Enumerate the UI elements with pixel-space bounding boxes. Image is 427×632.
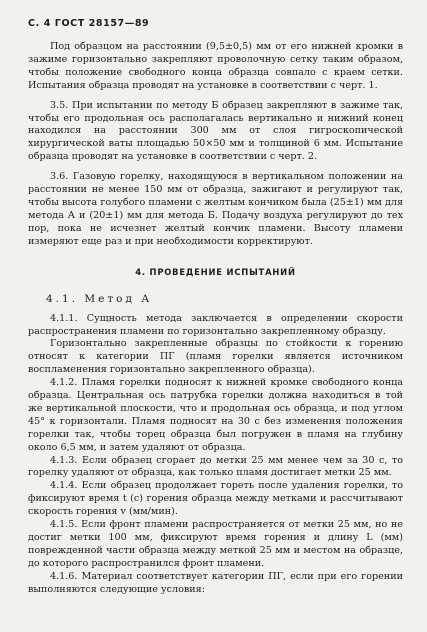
paragraph: Под образцом на расстоянии (9,5±0,5) мм от его нижней кромки в зажиме горизонтально закрепляют проволочную сетку таким образом, чтобы положение свободного конца образца совпало с краем сетки. Испытания образца проводят на установке в соответствии с черт. 1.	[28, 41, 403, 91]
paragraph: 4.1.4. Если образец продолжает гореть после удаления горелки, то фиксируют время t (с) горения образца между метками и рассчитывают скорость горения v (мм/мин).	[28, 480, 403, 518]
paragraph: 4.1.1. Сущность метода заключается в определении скорости распространения пламени по горизонтально закрепленному образцу.	[28, 312, 403, 337]
section-title: 4. ПРОВЕДЕНИЕ ИСПЫТАНИЙ	[135, 266, 296, 277]
paragraph: 4.1.6. Материал соответствует категории ПГ, если при его горении выполняются следующие условия:	[28, 570, 403, 595]
paragraph: Горизонтально закрепленные образцы по стойкости к горению относят к категории ПГ (пламя горелки является источником воспламенения горизонтально закрепленного образца).	[28, 338, 403, 376]
paragraph: 3.6. Газовую горелку, находящуюся в вертикальном положении на расстоянии не менее 150 мм от образца, зажигают и регулируют так, чтобы высота голубого пламени с желтым кончиком была (25±1) мм для метода А и (20±1) мм для метода Б. Подачу воздуха регулируют до тех пор, пока не исчезнет желтый кончик пламени. Высоту пламени измеряют еще раз и при необходимости корректируют.	[28, 171, 403, 247]
paragraph: 4.1.2. Пламя горелки подносят к нижней кромке свободного конца образца. Центральная ось патрубка горелки должна находиться в той же вертикальной плоскости, что и продольная ось образца, и под углом 45° к горизонтали. Пламя подносят на 30 с без изменения положения горелки так, чтобы торец образца был погружен в пламя на глубину около 6,5 мм, и затем удаляют от образца.	[28, 377, 403, 453]
paragraph: 4.1.3. Если образец сгорает до метки 25 мм менее чем за 30 с, то горелку удаляют от образца, как только пламя достигает метки 25 мм.	[28, 454, 403, 479]
page-header: С. 4 ГОСТ 28157—89	[28, 18, 150, 29]
method-heading: 4.1. Метод А	[46, 292, 153, 305]
paragraph: 4.1.5. Если фронт пламени распространяется от метки 25 мм, но не достиг метки 100 мм, фиксируют время горения и длину L (мм) поврежденной части образца между меткой 25 мм и местом на образце, до которого распространился фронт пламени.	[28, 519, 403, 569]
paragraph: 3.5. При испытании по методу Б образец закрепляют в зажиме так, чтобы его продольная ось располагалась вертикально и нижний конец находился на расстоянии 300 мм от слоя гигроскопической хирургической ваты площадью 50×50 мм и толщиной 6 мм. Испытание образца проводят на установке в соответствии с черт. 2.	[28, 99, 403, 163]
